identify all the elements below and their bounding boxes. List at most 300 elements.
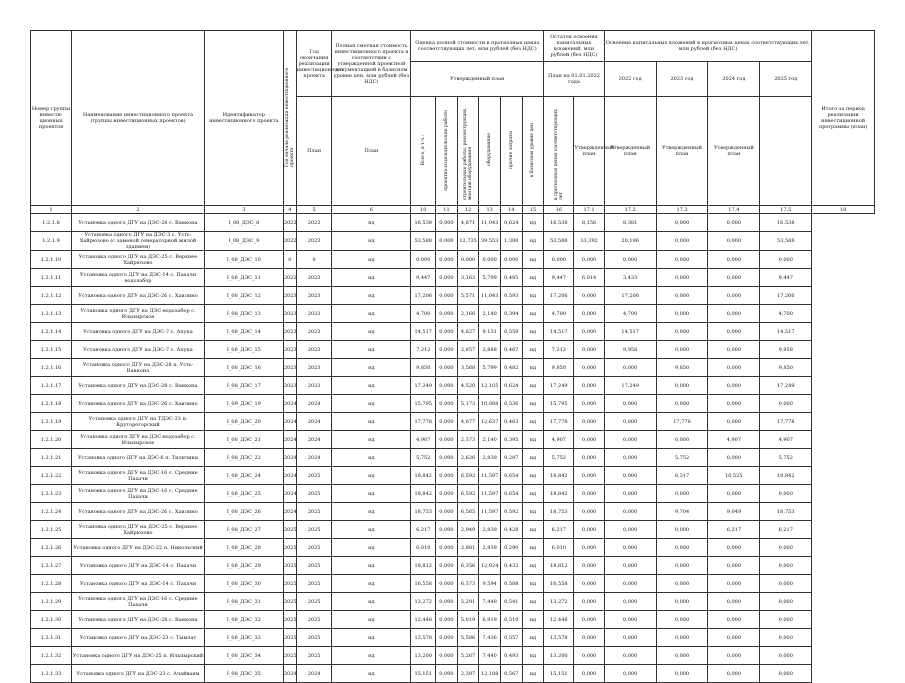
row-value-cell: 0,000 [574,629,604,647]
row-value-cell: 5,752 [544,449,574,467]
row-value-cell: 0,000 [574,251,604,269]
row-full-cost: нд [332,431,411,449]
row-full-cost: нд [332,305,411,323]
row-project-name: Установка одного ДГУ на ДЭС-3 с. Усть-Хайрюзово (с заменой генераторной жилой зданием) [72,232,205,251]
row-value-cell: 0,000 [604,467,656,485]
row-year-end: 2025 [296,629,332,647]
row-year-start: 2025 [283,647,296,665]
table-row [31,413,875,431]
header-sub-other: прочие затраты [500,97,522,206]
column-number: 16 [544,206,574,214]
row-value-cell: 18,753 [760,503,812,521]
row-value-cell: 0,000 [436,485,458,503]
table-row [31,305,875,323]
table-row [31,395,875,413]
row-year-end: 2023 [296,341,332,359]
row-project-name: Установка одного ДГУ на ДЭС-16 с. Средние Пахачи [72,467,205,485]
row-year-end: 2025 [296,611,332,629]
row-year-start: 2024 [283,485,296,503]
row-value-cell: 5,752 [760,449,812,467]
table-row [31,539,875,557]
row-value-cell: 13,578 [544,629,574,647]
row-value-cell: 18,812 [544,557,574,575]
row-value-cell: 5,752 [656,449,708,467]
row-value-cell: 0,000 [604,593,656,611]
row-value-cell: 0,654 [500,485,522,503]
table-row [31,287,875,305]
row-value-cell: 0,510 [500,611,522,629]
row-value-cell: 0,624 [500,214,522,232]
row-project-id: I_08_ДЭС_13 [204,305,283,323]
row-number: 1.2.1.19 [31,413,72,431]
row-value-cell: 0,567 [500,665,522,683]
row-year-end: 2025 [296,593,332,611]
row-value-cell: 13,200 [411,647,436,665]
header-year-start: Год начала реализации инвестиционного проекта [283,31,296,206]
row-full-cost: нд [332,359,411,377]
row-value-cell: нд [522,431,544,449]
row-value-cell: 0,000 [604,449,656,467]
row-value-cell: 0,000 [708,611,760,629]
row-year-end: 2023 [296,287,332,305]
row-project-name: Установка одного ДГУ на ДЭС-26 с. Хаилино [72,395,205,413]
row-value-cell: 17,249 [604,377,656,395]
row-value-cell: 0,557 [500,629,522,647]
row-value-cell: 4,520 [457,377,479,395]
row-full-cost: нд [332,287,411,305]
header-total: Итого за период реализации инвестиционной программы (план) [812,31,875,206]
row-value-cell: 6,010 [544,539,574,557]
row-value-cell: 0,000 [500,251,522,269]
row-value-cell: 0,000 [656,214,708,232]
row-value-cell: 0,000 [656,647,708,665]
row-value-cell: 17,778 [411,413,436,431]
row-value-cell: 0,485 [500,269,522,287]
table-row [31,341,875,359]
row-value-cell: 0,000 [604,665,656,683]
row-value-cell: 0,000 [436,665,458,683]
row-value-cell: 18,842 [411,485,436,503]
row-full-cost: нд [332,503,411,521]
row-value-cell: 0,000 [436,341,458,359]
row-project-id: I_08_ДЭС_16 [204,359,283,377]
row-value-cell: 0,000 [708,557,760,575]
header-remaining: Остаток освоения капитальных вложений, млн рублей (без НДС) [544,31,605,62]
row-year-start: 2024 [283,449,296,467]
row-value-cell: 0,000 [574,665,604,683]
row-value-cell: 0,000 [708,251,760,269]
row-full-cost: нд [332,611,411,629]
header-plan-date: План на 01.01.2022 года [544,62,605,97]
row-value-cell: 0,000 [436,503,458,521]
row-value-cell: 0,000 [760,647,812,665]
row-value-cell: 2,839 [479,521,501,539]
row-value-cell: 0,000 [436,521,458,539]
row-number: 1.2.1.24 [31,503,72,521]
row-value-cell: 11,043 [479,214,501,232]
row-project-id: I_08_ДЭС_25 [204,485,283,503]
row-full-cost: нд [332,647,411,665]
row-value-cell: 17,206 [411,287,436,305]
row-value-cell: 0,536 [500,395,522,413]
row-value-cell: 10,088 [479,395,501,413]
row-value-cell: 9,958 [604,341,656,359]
row-number: 1.2.1.21 [31,449,72,467]
row-full-cost: нд [332,539,411,557]
row-value-cell: 0,000 [708,377,760,395]
row-value-cell: 0,000 [574,359,604,377]
row-value-cell: 0,593 [500,287,522,305]
row-year-end: 0 [296,251,332,269]
column-number: 13 [479,206,501,214]
row-value-cell: 5,291 [457,593,479,611]
row-value-cell: 0,000 [656,575,708,593]
row-project-name: Установка одного ДГУ на ДЭС-25 п. Ильпырский [72,647,205,665]
row-value-cell: 18,842 [760,467,812,485]
row-project-id: I_08_ДЭС_11 [204,269,283,287]
header-project-name: Наименование инвестиционного проекта (группы инвестиционных проектов) [72,31,205,206]
table-row [31,467,875,485]
row-value-cell: 5,571 [457,287,479,305]
row-year-start: 0 [283,251,296,269]
row-year-end: 2025 [296,521,332,539]
row-value-cell: 0,000 [436,431,458,449]
table-row [31,214,875,232]
table-row [31,593,875,611]
row-value-cell: 0,000 [604,413,656,431]
row-value-cell: 0,000 [760,539,812,557]
row-number: 1.2.1.9 [31,232,72,251]
row-value-cell: 0,000 [708,341,760,359]
row-value-cell: 9,447 [760,269,812,287]
row-value-cell: 6,217 [411,521,436,539]
row-value-cell: нд [522,467,544,485]
row-value-cell: 0,000 [457,251,479,269]
row-value-cell: 0,000 [574,557,604,575]
row-value-cell: 0,000 [574,539,604,557]
row-value-cell: 0,000 [574,341,604,359]
row-value-cell: 0,000 [574,485,604,503]
header-plan-cost: План [332,97,411,206]
row-value-cell: 0,000 [574,323,604,341]
row-value-cell: 0,000 [574,287,604,305]
table-row [31,232,875,251]
row-value-cell: 0,000 [436,395,458,413]
row-value-cell: 0,000 [656,611,708,629]
row-value-cell: 5,173 [457,395,479,413]
row-value-cell: 0,000 [604,647,656,665]
column-number: 17.4 [708,206,760,214]
row-value-cell: 0,467 [500,341,522,359]
row-value-cell: 5,019 [457,611,479,629]
row-value-cell: 2,373 [457,431,479,449]
row-value-cell: 0,000 [436,359,458,377]
row-value-cell: 13,272 [411,593,436,611]
row-project-id: I_08_ДЭС_24 [204,467,283,485]
row-value-cell: 5,267 [457,647,479,665]
column-number: 17.3 [656,206,708,214]
row-value-cell: 16,558 [411,575,436,593]
row-value-cell: 2,140 [479,431,501,449]
header-sub-pir: проектно-изыскательские работы [436,97,458,206]
row-value-cell: 0,000 [479,251,501,269]
row-number: 1.2.1.8 [31,214,72,232]
row-value-cell: 11,597 [479,467,501,485]
row-value-cell: 4,827 [457,323,479,341]
row-value-cell: 6,592 [457,467,479,485]
row-value-cell: 0,000 [760,485,812,503]
row-full-cost: нд [332,593,411,611]
row-value-cell: нд [522,232,544,251]
row-value-cell: 14,517 [411,323,436,341]
header-plan: План [296,97,332,206]
row-year-end: 2025 [296,485,332,503]
row-year-start: 2025 [283,611,296,629]
row-value-cell: 0,000 [708,359,760,377]
row-value-cell: 2,881 [457,539,479,557]
column-number: 6 [332,206,411,214]
row-value-cell: 7,440 [479,593,501,611]
row-value-cell: 15,795 [411,395,436,413]
row-value-cell: 13,272 [544,593,574,611]
row-value-cell: 0,000 [760,629,812,647]
row-value-cell: 0,000 [436,413,458,431]
row-value-cell: 0,000 [656,557,708,575]
row-value-cell: 6,217 [708,521,760,539]
row-value-cell: 0,000 [708,269,760,287]
row-year-start: 2025 [283,557,296,575]
row-value-cell: 0,000 [436,557,458,575]
row-year-end: 2023 [296,305,332,323]
row-value-cell: 4,907 [411,431,436,449]
row-value-cell: 0,000 [708,665,760,683]
row-value-cell: 8,381 [604,214,656,232]
column-number: 11 [436,206,458,214]
row-value-cell: 0,000 [760,593,812,611]
row-number: 1.2.1.32 [31,647,72,665]
row-project-name: Установка одного ДГУ на ДЭС-водозабор с. Ильпырское [72,431,205,449]
row-value-cell: 3,163 [457,269,479,287]
row-value-cell: 16,538 [411,214,436,232]
row-number: 1.2.1.28 [31,575,72,593]
row-value-cell: 7,212 [411,341,436,359]
row-project-id: I_08_ДЭС_20 [204,413,283,431]
row-value-cell: 0,000 [604,575,656,593]
row-project-id: I_08_ДЭС_14 [204,323,283,341]
row-year-start: 2022 [283,214,296,232]
row-value-cell: 2,140 [479,305,501,323]
row-number: 1.2.1.22 [31,467,72,485]
row-value-cell: 0,000 [436,575,458,593]
row-value-cell: 9,447 [411,269,436,287]
row-project-name: Установка одного ДГУ на ДЭС-14 с. Пахачи [72,575,205,593]
row-value-cell: 0,000 [436,377,458,395]
row-value-cell: 0,000 [574,413,604,431]
row-number: 1.2.1.18 [31,395,72,413]
row-value-cell: 0,000 [708,413,760,431]
row-value-cell: 0,000 [436,269,458,287]
row-value-cell: 0,000 [604,395,656,413]
row-project-name: Установка одного ДГУ на ДЭС-25 с. Верхнее Хайрюзово [72,251,205,269]
row-value-cell: 0,000 [436,232,458,251]
row-full-cost: нд [332,214,411,232]
row-value-cell: нд [522,341,544,359]
row-value-cell: 0,287 [500,449,522,467]
row-year-end: 2025 [296,539,332,557]
row-value-cell: 0,000 [656,341,708,359]
row-value-cell: 9,049 [708,503,760,521]
row-value-cell: 0,000 [708,323,760,341]
row-value-cell: 0,482 [500,359,522,377]
table-row [31,521,875,539]
row-value-cell: 0,000 [574,449,604,467]
row-value-cell: 0,000 [708,395,760,413]
row-value-cell: 18,842 [544,485,574,503]
row-value-cell: 0,000 [436,611,458,629]
row-value-cell: 4,700 [604,305,656,323]
row-value-cell: 0,432 [500,557,522,575]
row-value-cell: 18,842 [544,467,574,485]
row-full-cost: нд [332,629,411,647]
row-value-cell: 0,000 [656,269,708,287]
table-row [31,269,875,287]
column-number: 17.5 [760,206,812,214]
header-sub-equipment: оборудование [479,97,501,206]
row-year-start: 2024 [283,431,296,449]
header-sub-smr: строительные работы, реконструкция, монтаж оборудования [457,97,479,206]
table-row [31,647,875,665]
row-value-cell: 0,000 [708,593,760,611]
row-year-start: 2025 [283,575,296,593]
row-value-cell: нд [522,611,544,629]
row-value-cell: 6,592 [457,485,479,503]
row-value-cell: 15,151 [411,665,436,683]
row-full-cost: нд [332,449,411,467]
row-value-cell: 6,356 [457,557,479,575]
row-value-cell: 7,436 [479,629,501,647]
row-value-cell: 8,156 [574,214,604,232]
row-value-cell: 3,568 [457,359,479,377]
row-year-start: 2024 [283,503,296,521]
row-value-cell: 14,517 [760,323,812,341]
row-value-cell: 0,000 [574,377,604,395]
row-value-cell: 18,842 [411,467,436,485]
row-year-end: 2024 [296,431,332,449]
row-year-start: 2023 [283,287,296,305]
row-year-end: 2023 [296,323,332,341]
row-value-cell: 17,206 [604,287,656,305]
header-financing: Освоение капитальных вложений в прогнозных ценах соответствующих лет, млн рублей (без НДС) [604,31,811,62]
row-value-cell: 7,440 [479,647,501,665]
row-value-cell: 33,392 [574,232,604,251]
row-value-cell: 2,839 [479,539,501,557]
row-value-cell: нд [522,485,544,503]
row-number: 1.2.1.15 [31,341,72,359]
row-value-cell: 17,206 [544,287,574,305]
column-number: 3 [204,206,283,214]
header-approved-2025: Утвержденный план [708,97,760,206]
row-project-name: Установка одного ДГУ на ДЭС-7 с. Апука [72,341,205,359]
row-project-id: I_08_ДЭС_29 [204,557,283,575]
column-number: 5 [296,206,332,214]
header-year-2023: 2023 год [656,62,708,97]
row-year-start: 2025 [283,629,296,647]
row-value-cell: 10,525 [708,467,760,485]
row-value-cell: 0,000 [656,251,708,269]
row-value-cell: 2,839 [479,449,501,467]
row-value-cell: 0,000 [604,485,656,503]
row-value-cell: 11,597 [479,485,501,503]
row-number: 1.2.1.11 [31,269,72,287]
table-row [31,557,875,575]
row-value-cell: нд [522,214,544,232]
row-value-cell: 0,000 [436,214,458,232]
row-project-name: Установка одного ДГУ на ДЭС-14 с. Пахачи водозабор [72,269,205,287]
table-row [31,323,875,341]
row-full-cost: нд [332,269,411,287]
row-number: 1.2.1.13 [31,305,72,323]
row-year-start: 2025 [283,521,296,539]
row-project-id: I_09_ДЭС_19 [204,395,283,413]
row-value-cell: 0,000 [436,449,458,467]
header-sub-total: Всего, в т.ч.: [411,97,436,206]
row-value-cell: 0,000 [544,251,574,269]
row-value-cell: 0,000 [574,647,604,665]
row-project-id: I_08_ДЭС_28 [204,539,283,557]
row-project-id: I_08_ДЭС_32 [204,611,283,629]
row-year-start: 2023 [283,377,296,395]
row-value-cell: 0,000 [574,521,604,539]
row-value-cell: 0,000 [760,395,812,413]
row-number: 1.2.1.14 [31,323,72,341]
row-value-cell: 3,433 [604,269,656,287]
table-row [31,251,875,269]
table-row [31,359,875,377]
row-year-start: 2024 [283,467,296,485]
row-number: 1.2.1.27 [31,557,72,575]
row-value-cell: 0,000 [708,575,760,593]
row-project-id: I_08_ДЭС_26 [204,503,283,521]
header-group-number: Номер группы инвести-ционных проектов [31,31,72,206]
row-value-cell: нд [522,647,544,665]
row-value-cell: 5,799 [479,269,501,287]
row-value-cell: 2,626 [457,449,479,467]
row-value-cell: 0,000 [436,629,458,647]
column-number: 15 [522,206,544,214]
row-number: 1.2.1.17 [31,377,72,395]
row-value-cell: 0,000 [656,431,708,449]
row-full-cost: нд [332,341,411,359]
row-value-cell: 17,778 [544,413,574,431]
row-project-id: I_08_ДЭС_10 [204,251,283,269]
row-value-cell: 0,000 [708,287,760,305]
row-value-cell: нд [522,575,544,593]
row-value-cell: 18,812 [411,557,436,575]
row-value-cell: 9,850 [411,359,436,377]
row-number: 1.2.1.10 [31,251,72,269]
row-value-cell: нд [522,413,544,431]
row-value-cell: 0,559 [500,323,522,341]
header-project-id: Идентификатор инвестиционного проекта [204,31,283,206]
investment-table [30,30,875,683]
row-value-cell: 4,677 [457,413,479,431]
row-year-end: 2025 [296,557,332,575]
row-value-cell: 0,290 [500,539,522,557]
row-value-cell: 0,000 [574,431,604,449]
row-year-end: 2024 [296,449,332,467]
row-full-cost: нд [332,557,411,575]
row-full-cost: нд [332,485,411,503]
